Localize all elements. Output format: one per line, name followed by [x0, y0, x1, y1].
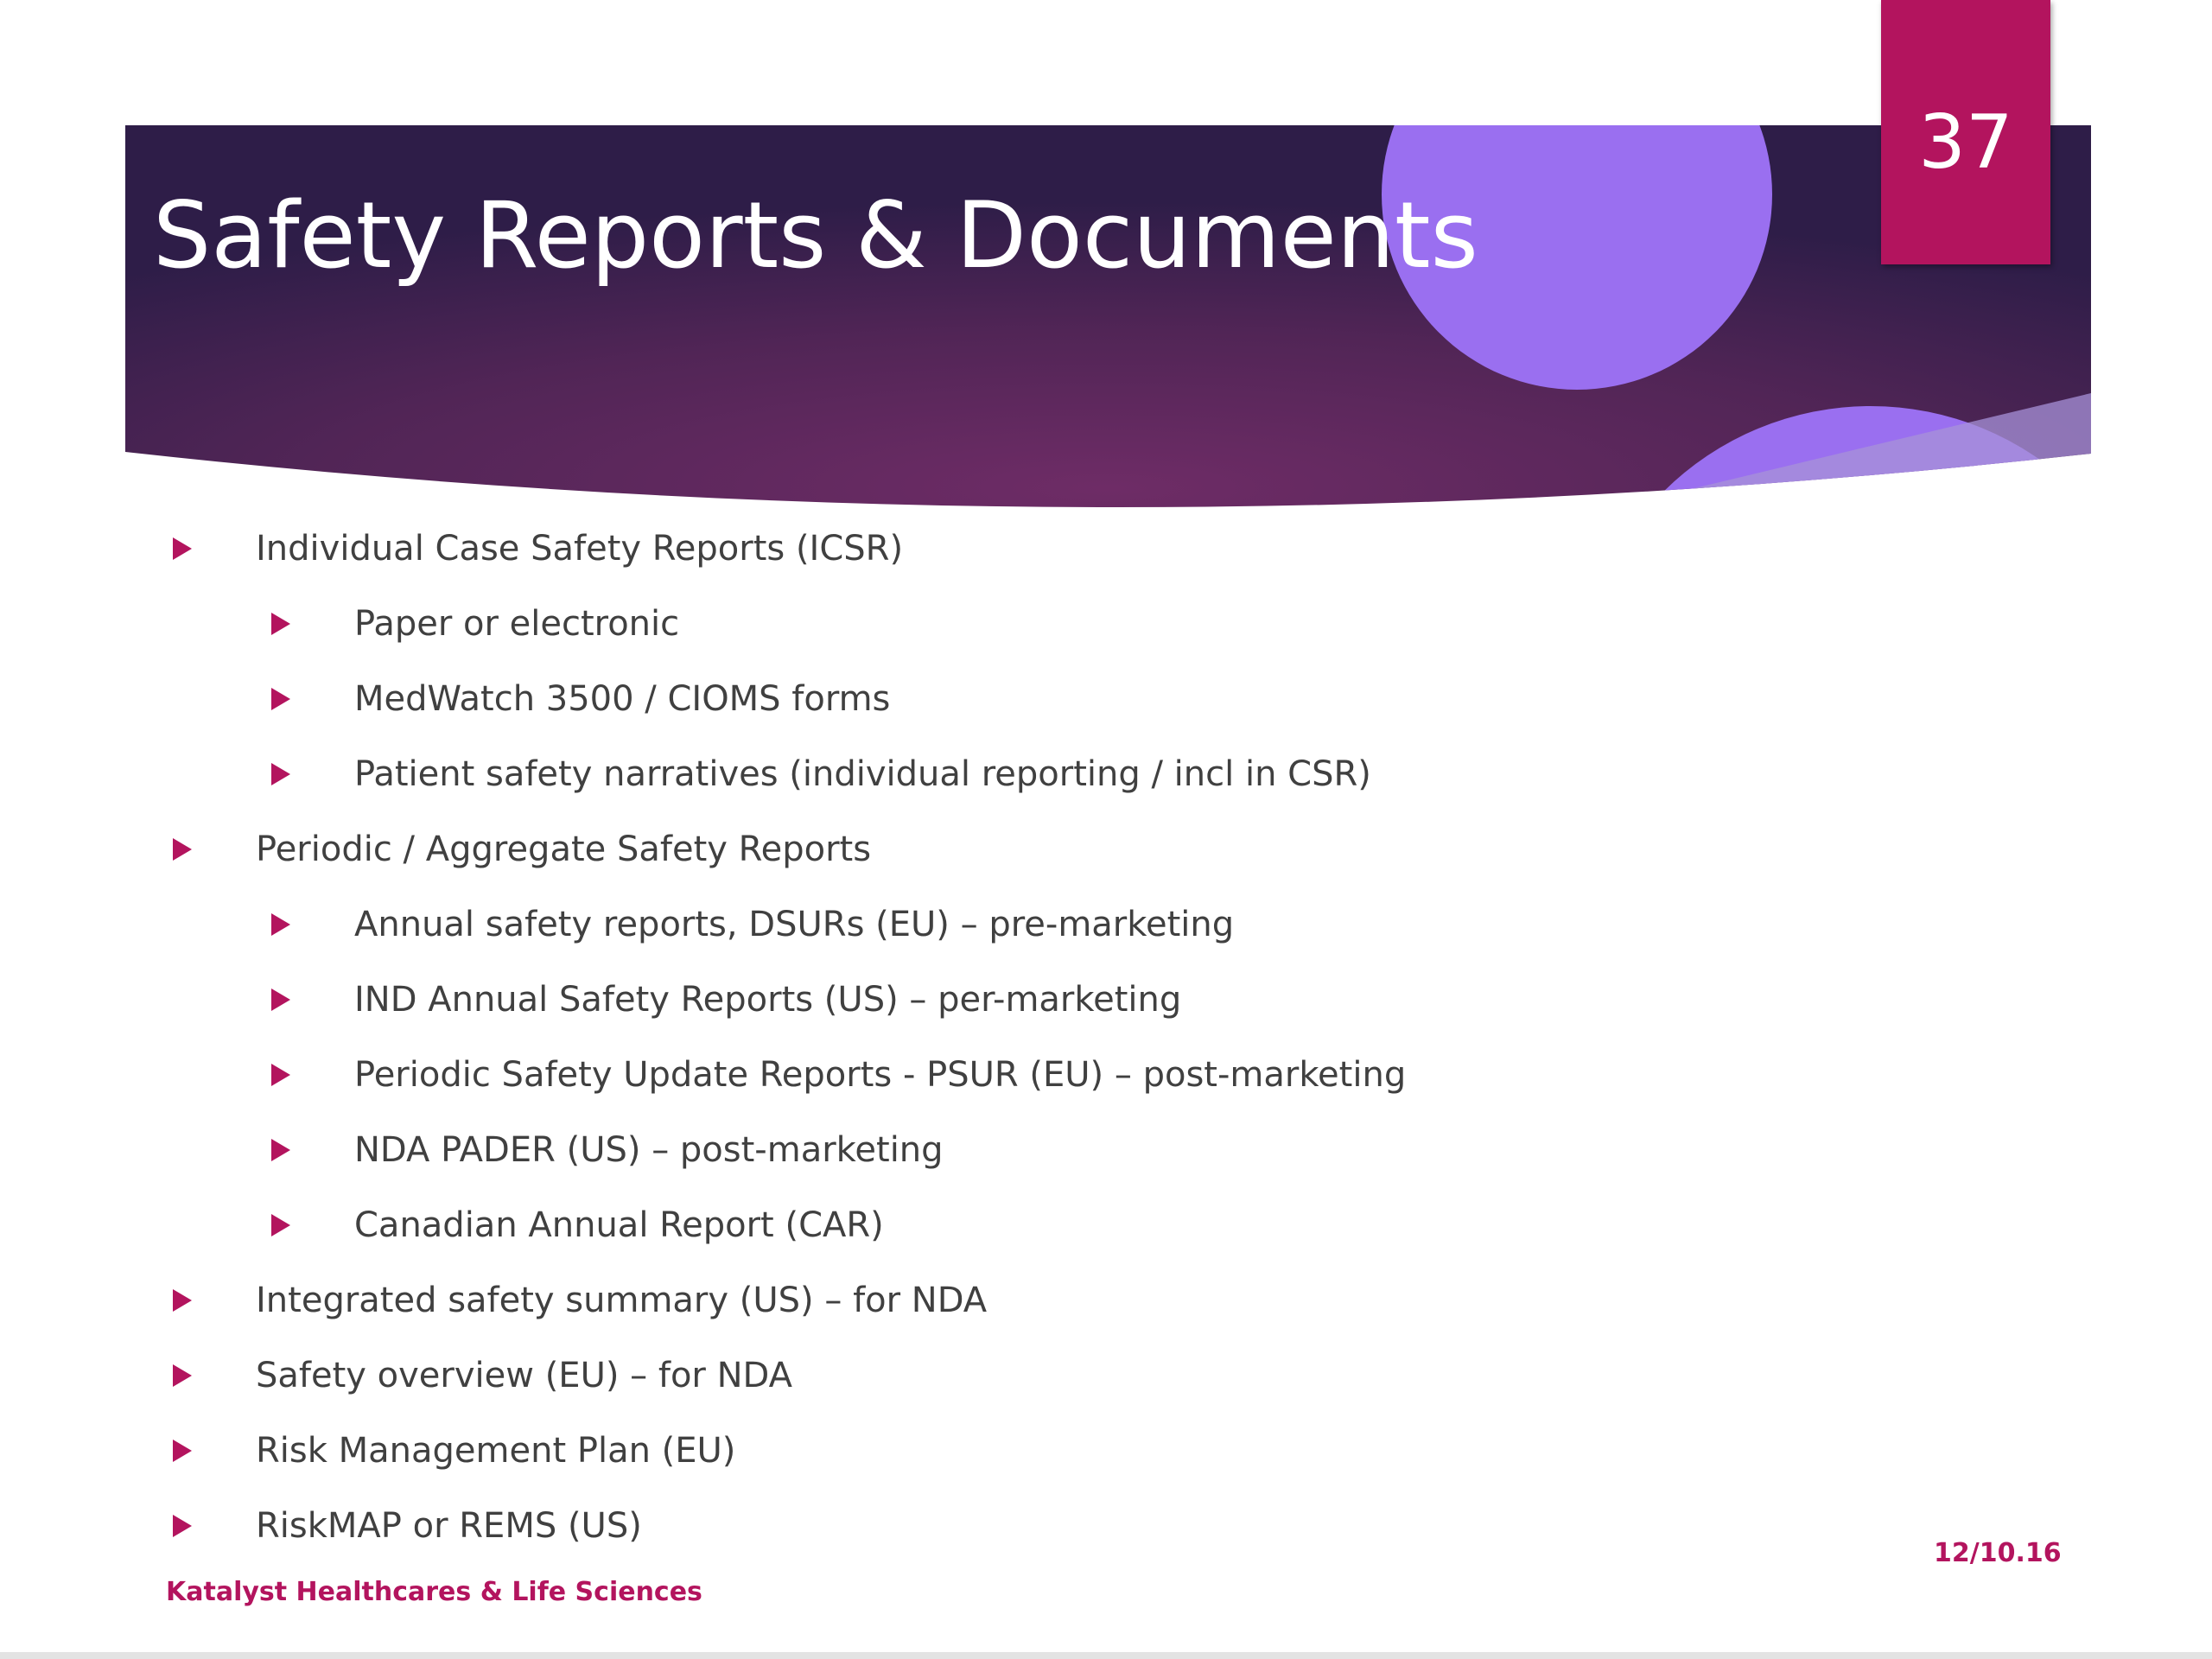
bullet-arrow-icon — [173, 1515, 192, 1537]
list-item-text: IND Annual Safety Reports (US) – per-marketing — [354, 980, 1182, 1020]
bullet-arrow-icon — [173, 838, 192, 861]
list-item-text: Individual Case Safety Reports (ICSR) — [256, 529, 904, 569]
bullet-arrow-icon — [271, 988, 290, 1011]
footer-company-name: Katalyst Healthcares & Life Sciences — [166, 1577, 702, 1607]
list-item-text: Periodic / Aggregate Safety Reports — [256, 830, 872, 869]
list-item — [271, 1195, 884, 1255]
list-item-text: Integrated safety summary (US) – for NDA — [256, 1281, 988, 1320]
list-item-text: NDA PADER (US) – post-marketing — [354, 1130, 944, 1170]
bullet-arrow-icon — [271, 1139, 290, 1161]
list-item-text: Paper or electronic — [354, 604, 680, 644]
bullet-arrow-icon — [173, 537, 192, 560]
list-item — [173, 1270, 988, 1331]
list-item — [271, 894, 1235, 955]
list-item-text: Canadian Annual Report (CAR) — [354, 1205, 884, 1245]
list-item-text: Annual safety reports, DSURs (EU) – pre-marketing — [354, 905, 1235, 944]
bottom-divider — [0, 1652, 2212, 1659]
list-item — [271, 1120, 944, 1180]
bullet-arrow-icon — [271, 1214, 290, 1236]
bullet-arrow-icon — [271, 613, 290, 635]
list-item — [271, 669, 891, 729]
list-item-text: MedWatch 3500 / CIOMS forms — [354, 679, 891, 719]
bullet-arrow-icon — [271, 763, 290, 785]
page-number: 37 — [1918, 99, 2013, 186]
bullet-arrow-icon — [173, 1440, 192, 1462]
list-item — [173, 1345, 792, 1406]
list-item — [173, 819, 872, 880]
bullet-arrow-icon — [271, 1064, 290, 1086]
bullet-arrow-icon — [271, 688, 290, 710]
list-item-text: Patient safety narratives (individual reporting / incl in CSR) — [354, 754, 1371, 794]
list-item — [271, 969, 1182, 1030]
list-item — [173, 518, 904, 579]
list-item — [173, 1496, 642, 1556]
list-item-text: Periodic Safety Update Reports - PSUR (EU) – post-marketing — [354, 1055, 1407, 1095]
slide-date: 12/10.16 — [1934, 1538, 2062, 1568]
list-item — [271, 744, 1371, 804]
list-item — [271, 594, 680, 654]
bullet-arrow-icon — [271, 913, 290, 936]
bullet-arrow-icon — [173, 1289, 192, 1312]
list-item — [271, 1045, 1407, 1105]
list-item-text: Risk Management Plan (EU) — [256, 1431, 736, 1471]
slide-title: Safety Reports & Documents — [153, 182, 1478, 289]
list-item-text: Safety overview (EU) – for NDA — [256, 1356, 792, 1395]
bullet-arrow-icon — [173, 1364, 192, 1387]
list-item — [173, 1421, 736, 1481]
list-item-text: RiskMAP or REMS (US) — [256, 1506, 642, 1546]
